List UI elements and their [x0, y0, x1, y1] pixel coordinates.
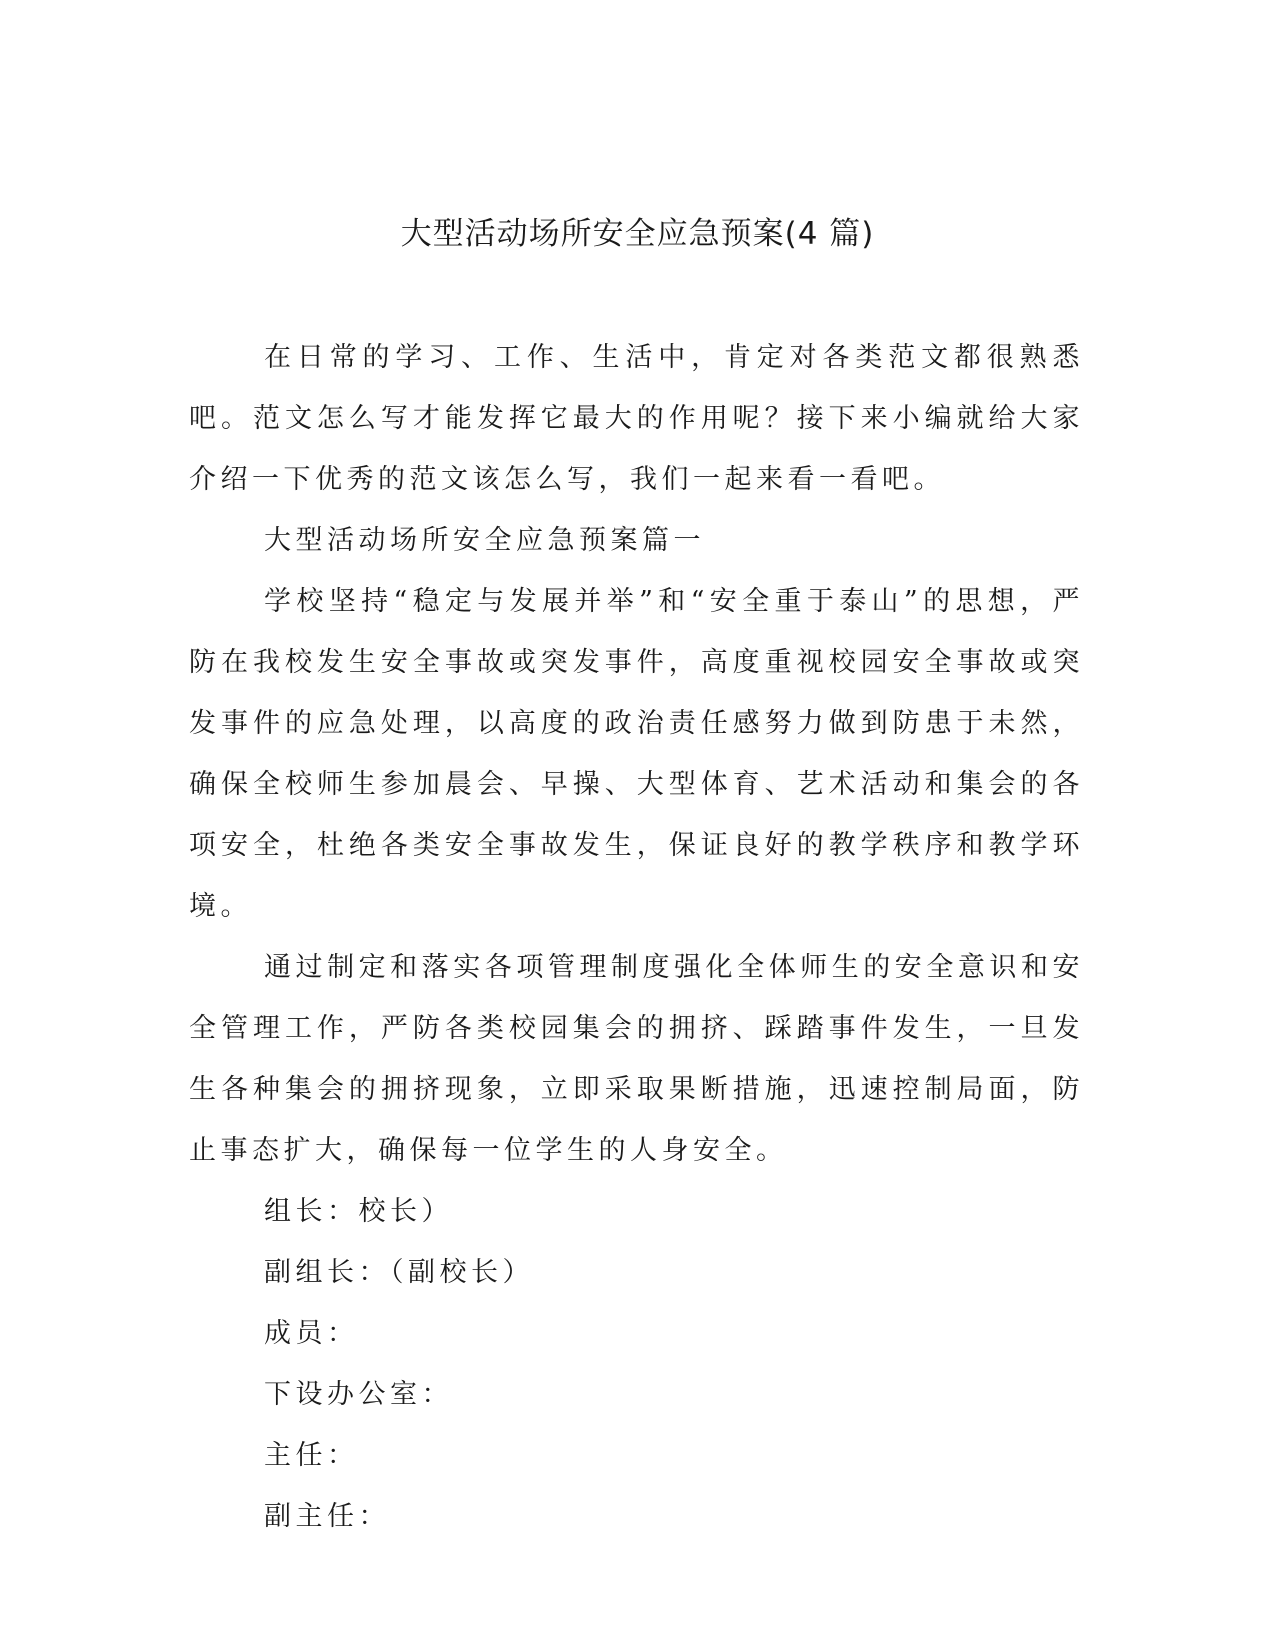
role-line-director: 主任：	[264, 1440, 359, 1471]
role-line-leader: 组长：校长）	[264, 1196, 453, 1227]
role-line-deputy-leader: 副组长：（副校长）	[264, 1257, 534, 1288]
document-title: 大型活动场所安全应急预案(4 篇)	[400, 216, 875, 252]
body-paragraph: 通过制定和落实各项管理制度强化全体师生的安全意识和安全管理工作，严防各类校园集会的拥挤、踩踏事件发生，一旦发生各种集会的拥挤现象，立即采取果断措施，迅速控制局面，防止事态扩大，确保每一位学生的人身安全。	[189, 952, 1084, 1166]
document-body	[189, 327, 1084, 1547]
body-paragraph: 学校坚持“稳定与发展并举”和“安全重于泰山”的思想，严防在我校发生安全事故或突发事件，高度重视校园安全事故或突发事件的应急处理，以高度的政治责任感努力做到防患于未然，确保全校师生参加晨会、早操、大型体育、艺术活动和集会的各项安全，杜绝各类安全事故发生，保证良好的教学秩序和教学环境。	[189, 586, 1084, 922]
intro-paragraph: 在日常的学习、工作、生活中，肯定对各类范文都很熟悉吧。范文怎么写才能发挥它最大的作用呢？接下来小编就给大家介绍一下优秀的范文该怎么写，我们一起来看一看吧。	[189, 342, 1084, 495]
role-line-deputy-director: 副主任：	[264, 1501, 390, 1532]
role-line-office: 下设办公室：	[264, 1379, 453, 1410]
role-line-members: 成员：	[264, 1318, 359, 1349]
section-heading: 大型活动场所安全应急预案篇一	[264, 525, 705, 556]
